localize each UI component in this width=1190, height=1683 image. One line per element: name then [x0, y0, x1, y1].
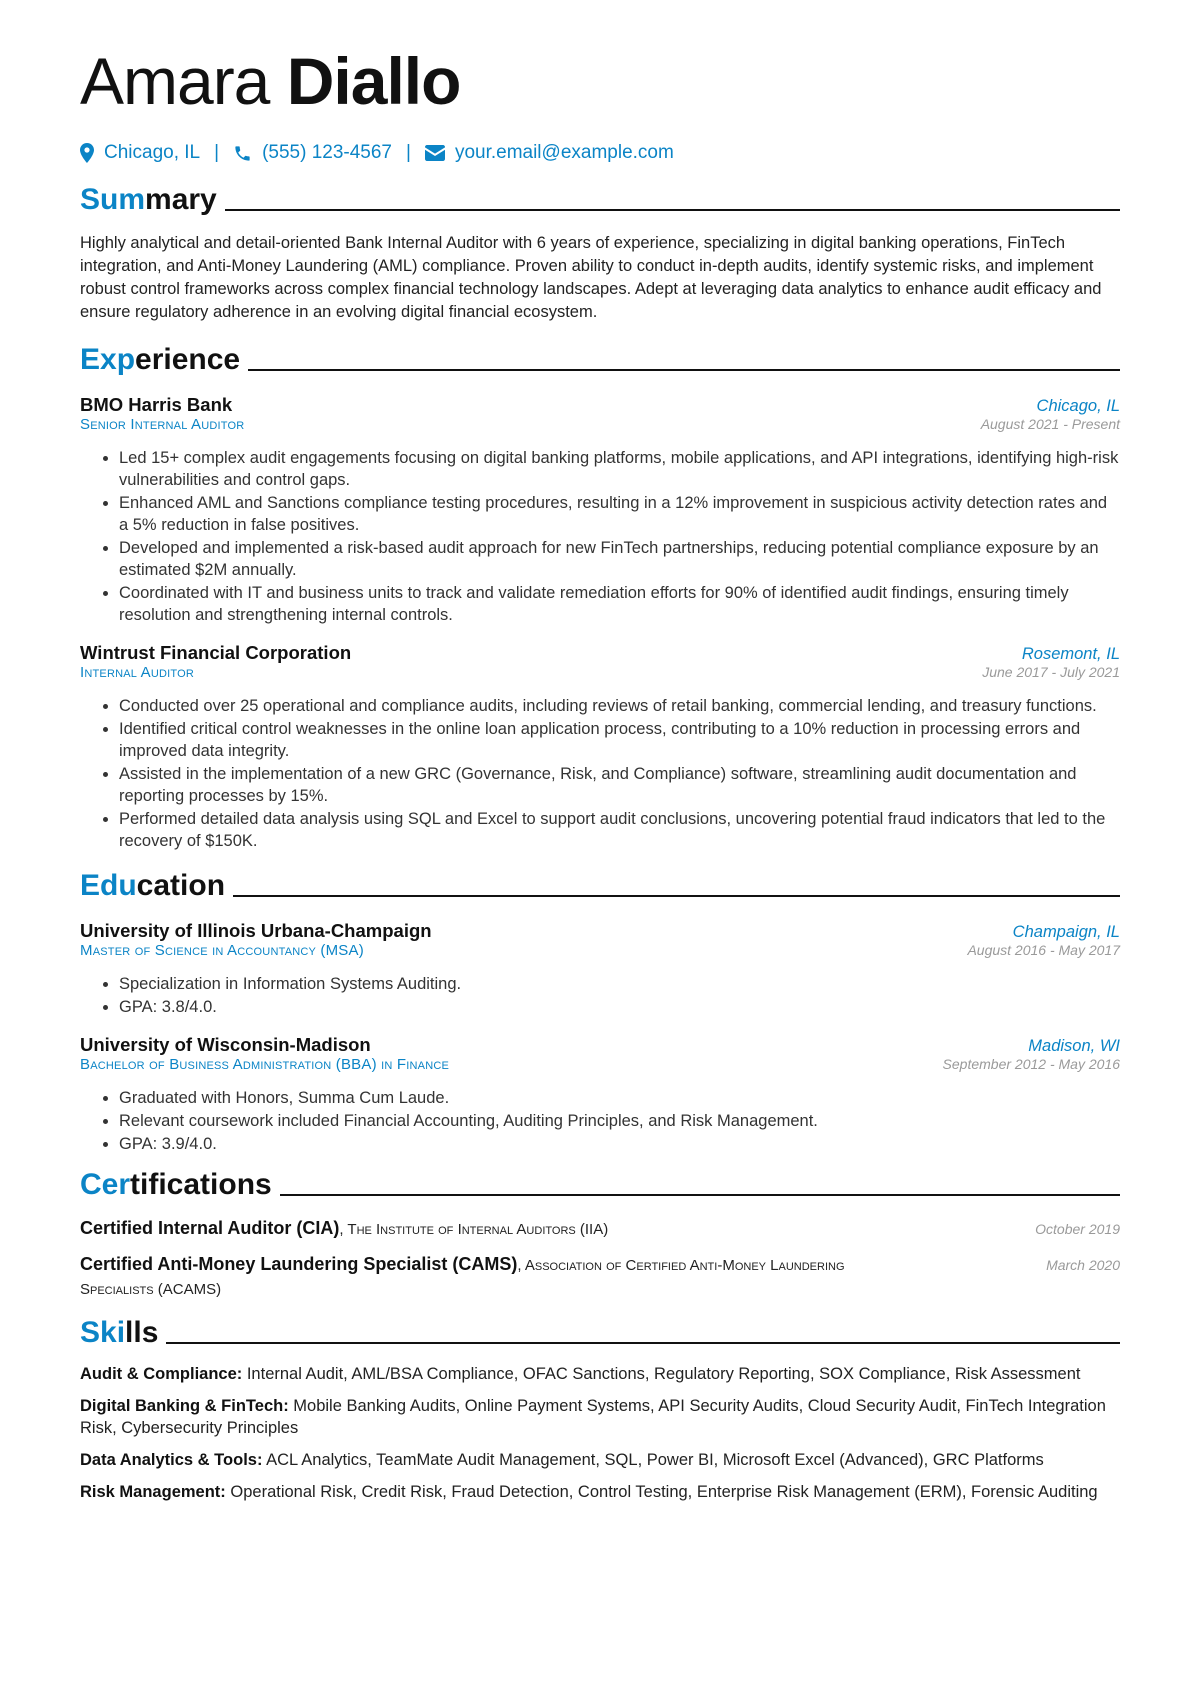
skill-row — [80, 1363, 1120, 1385]
summary-heading — [80, 178, 1120, 218]
certification-name: Certified Anti-Money Laundering Specialist (CAMS) — [80, 1254, 518, 1274]
phone-text: (555) 123-4567 — [262, 142, 392, 163]
last-name: Diallo — [286, 44, 461, 118]
certification-date: October 2019 — [1035, 1221, 1120, 1237]
experience-entry — [80, 642, 1120, 852]
achievement-list — [80, 447, 1120, 626]
job-dates: August 2021 - Present — [980, 416, 1120, 432]
company-name: Wintrust Financial Corporation — [80, 642, 352, 663]
section-title-accent: Ski — [80, 1316, 126, 1349]
section-title — [80, 1167, 272, 1203]
list-item: • Specialization in Information Systems Auditing. — [119, 973, 1120, 995]
section-title-accent: Exp — [80, 343, 136, 376]
list-item: • Developed and implemented a risk-based audit approach for new FinTech partnerships, reducing potential compliance exposure by an estimated $2M annually. — [119, 537, 1120, 581]
contact-separator: | — [214, 142, 220, 163]
certification-entry — [80, 1253, 1120, 1301]
contact-email[interactable] — [425, 142, 674, 164]
certification-name: Certified Internal Auditor (CIA) — [80, 1218, 340, 1238]
section-title-accent: Edu — [80, 869, 137, 902]
summary-text: Highly analytical and detail-oriented Bank Internal Auditor with 6 years of experience, specializing in digital banking operations, FinTech integration, and Anti-Money Laundering (AML) compliance. Proven ability to conduct in-depth audits, identify systemic risks, and implement robust control frameworks across complex financial technology landscapes. Adept at leveraging data analytics to enhance audit efficacy and ensure regulatory adherence in an evolving digital financial ecosystem. — [80, 234, 1102, 321]
skill-row — [80, 1395, 1120, 1439]
achievement-list — [80, 695, 1120, 852]
school-location: Champaign, IL — [1012, 923, 1120, 941]
skill-category: Audit & Compliance: — [80, 1365, 243, 1383]
skill-row — [80, 1481, 1120, 1503]
education-dates: August 2016 - May 2017 — [967, 942, 1120, 958]
contact-location — [80, 142, 200, 164]
job-location: Chicago, IL — [1036, 397, 1120, 415]
list-item: • Performed detailed data analysis using SQL and Excel to support audit conclusions, uncovering potential fraud indicators that led to the recovery of $150K. — [119, 808, 1120, 852]
email-link[interactable]: your.email@example.com — [454, 142, 674, 163]
section-title — [80, 1315, 158, 1351]
education-dates: September 2012 - May 2016 — [942, 1056, 1120, 1072]
list-item: • GPA: 3.8/4.0. — [119, 996, 1120, 1018]
skill-row — [80, 1449, 1120, 1471]
section-rule — [280, 1194, 1120, 1196]
list-item: • Enhanced AML and Sanctions compliance testing procedures, resulting in a 12% improvement in suspicious activity detection rates and a 5% reduction in false positives. — [119, 492, 1120, 536]
list-item: • Identified critical control weaknesses in the online loan application process, contributing to a 10% reduction in processing errors and improved data integrity. — [119, 718, 1120, 762]
skill-values: Internal Audit, AML/BSA Compliance, OFAC Sanctions, Regulatory Reporting, SOX Compliance, Risk Assessment — [242, 1365, 1081, 1383]
certifications-heading — [80, 1163, 1120, 1203]
experience-heading — [80, 338, 1120, 378]
section-rule — [225, 209, 1120, 211]
contact-phone[interactable] — [233, 142, 392, 164]
section-rule — [248, 369, 1120, 371]
section-title — [80, 182, 217, 218]
phone-icon — [233, 144, 252, 163]
job-location: Rosemont, IL — [1021, 645, 1120, 663]
list-item: • Conducted over 25 operational and compliance audits, including reviews of retail banking, commercial lending, and treasury functions. — [119, 695, 1120, 717]
section-title — [80, 868, 225, 904]
skill-category: Digital Banking & FinTech: — [80, 1397, 289, 1415]
list-item: • Relevant coursework included Financial Accounting, Auditing Principles, and Risk Management. — [119, 1110, 1120, 1132]
skill-values: ACL Analytics, TeamMate Audit Management, SQL, Power BI, Microsoft Excel (Advanced), GRC Platforms — [262, 1451, 1044, 1469]
certification-date: March 2020 — [1046, 1257, 1120, 1273]
skills-heading — [80, 1311, 1120, 1351]
envelope-icon — [425, 145, 445, 161]
section-title-accent: Cer — [80, 1168, 131, 1201]
job-title: Internal Auditor — [80, 664, 195, 681]
skill-category: Data Analytics & Tools: — [80, 1451, 263, 1469]
education-heading — [80, 864, 1120, 904]
education-entry — [80, 1034, 1120, 1155]
skill-values: Operational Risk, Credit Risk, Fraud Detection, Control Testing, Enterprise Risk Management (ERM), Forensic Auditing — [225, 1483, 1098, 1501]
education-detail-list — [80, 973, 1120, 1018]
contact-separator: | — [406, 142, 411, 163]
contact-bar — [80, 138, 1120, 168]
education-entry — [80, 920, 1120, 1018]
list-item: • GPA: 3.9/4.0. — [119, 1133, 1120, 1155]
first-name: Amara — [80, 44, 270, 118]
certification-issuer: , The Institute of Internal Auditors (IIA) — [339, 1221, 609, 1238]
section-title — [80, 342, 240, 378]
section-title-rest: lls — [125, 1316, 159, 1349]
section-rule — [233, 895, 1120, 897]
location-text: Chicago, IL — [104, 142, 201, 163]
list-item: • Led 15+ complex audit engagements focusing on digital banking platforms, mobile applications, and API integrations, identifying high-risk vulnerabilities and control gaps. — [119, 447, 1120, 491]
section-title-rest: erience — [135, 343, 241, 376]
experience-entry — [80, 394, 1120, 626]
candidate-name — [80, 42, 1120, 120]
skill-values: Mobile Banking Audits, Online Payment Systems, API Security Audits, Cloud Security Audit, FinTech Integration Risk, Cybersecurity Principles — [80, 1397, 1106, 1437]
degree-name: Master of Science in Accountancy (MSA) — [80, 942, 364, 959]
section-title-rest: cation — [136, 869, 226, 902]
degree-name: Bachelor of Business Administration (BBA) in Finance — [80, 1056, 450, 1073]
school-location: Madison, WI — [1028, 1037, 1120, 1055]
school-name: University of Illinois Urbana-Champaign — [80, 920, 432, 941]
section-title-accent: Sum — [80, 183, 146, 216]
education-detail-list — [80, 1087, 1120, 1155]
list-item: • Assisted in the implementation of a new GRC (Governance, Risk, and Compliance) software, streamlining audit documentation and reporting processes by 15%. — [119, 763, 1120, 807]
certification-issuer: , Association of Certified Anti-Money Laundering Specialists (ACAMS) — [80, 1257, 845, 1298]
school-name: University of Wisconsin-Madison — [80, 1034, 371, 1055]
company-name: BMO Harris Bank — [80, 394, 233, 415]
skill-category: Risk Management: — [80, 1483, 226, 1501]
certification-entry — [80, 1217, 1120, 1241]
section-title-rest: mary — [145, 183, 217, 216]
map-pin-icon — [80, 143, 94, 163]
job-dates: June 2017 - July 2021 — [982, 664, 1120, 680]
job-title: Senior Internal Auditor — [80, 416, 245, 433]
section-title-rest: tifications — [130, 1168, 272, 1201]
section-rule — [166, 1342, 1120, 1344]
list-item: • Coordinated with IT and business units to track and validate remediation efforts for 90% of identified audit findings, ensuring timely resolution and strengthening internal controls. — [119, 582, 1120, 626]
list-item: • Graduated with Honors, Summa Cum Laude. — [119, 1087, 1120, 1109]
